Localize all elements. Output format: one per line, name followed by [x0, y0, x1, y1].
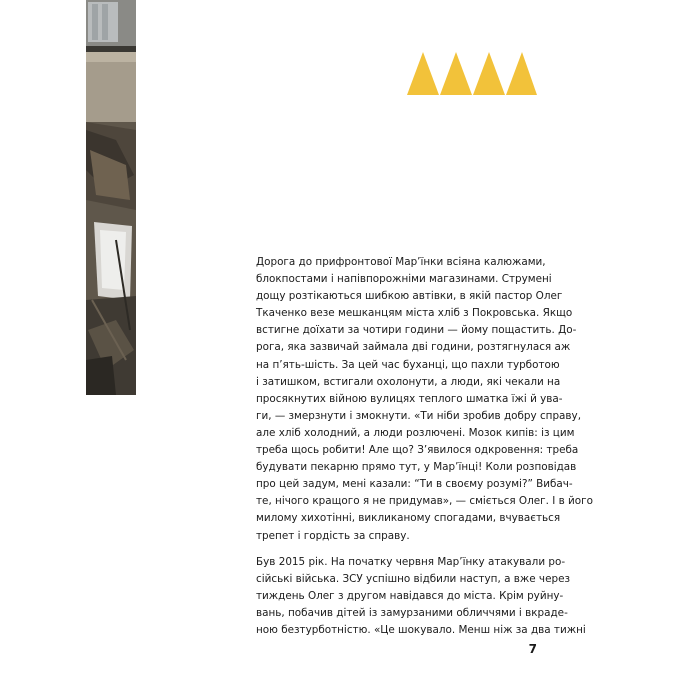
- text-line: Дорога до прифронтової Мар’їнки всіяна калюжами,: [256, 256, 546, 268]
- text-line: рога, яка зазвичай займала дві години, розтягнулася аж: [256, 341, 571, 354]
- text-line: про цей задум, мені казали: “Ти в своєму розумі?” Вибач-: [256, 478, 573, 491]
- text-line: але хліб холодний, а люди розлючені. Мозок кипів: із цим: [256, 426, 575, 439]
- text-line: сійські війська. ЗСУ успішно відбили наступ, а вже через: [256, 572, 570, 585]
- text-line: Ткаченко везе мешканцям міста хліб з Покровська. Якщо: [256, 307, 573, 320]
- triangle-icon: [473, 52, 505, 95]
- text-line: те, нічого кращого я не придумав», — сміється Олег. І в його: [256, 495, 593, 508]
- text-line: треба щось робити! Але що? З’явилося одкровення: треба: [256, 444, 579, 457]
- paragraph-1: [256, 254, 593, 545]
- paragraph-2: [256, 554, 586, 639]
- text-line: ги, — змерзнути і змокнути. «Ти ніби зробив добру справу,: [256, 409, 581, 422]
- triangle-icon: [407, 52, 439, 95]
- body-text: [256, 254, 593, 648]
- text-line: тиждень Олег з другом навідався до міста. Крім руйну-: [256, 589, 564, 602]
- text-line: трепет і гордість за справу.: [256, 529, 410, 542]
- war-ruins-photo: [86, 0, 136, 395]
- triangle-icon: [440, 52, 472, 95]
- text-line: вань, побачив дітей із замурзаними обличчями і вкраде-: [256, 606, 568, 619]
- text-line: будувати пекарню прямо тут, у Мар’їнці! Коли розповідав: [256, 461, 577, 474]
- decorative-triangles: [407, 52, 537, 96]
- text-line: Був 2015 рік. На початку червня Мар’їнку атакували ро-: [256, 555, 566, 568]
- text-line: встигне доїхати за чотири години — йому пощастить. До-: [256, 324, 577, 337]
- text-line: на п’ять-шість. За цей час буханці, що пахли турботою: [256, 358, 560, 371]
- page-number: 7: [528, 642, 537, 656]
- text-line: просякнутих війною вулицях теплого шматка їжі й ува-: [256, 392, 563, 405]
- text-line: милому хихотінні, викликаному спогадами, вчувається: [256, 512, 561, 525]
- text-line: і затишком, встигали охолонути, а люди, які чекали на: [256, 375, 561, 388]
- triangle-icon: [506, 52, 537, 95]
- text-line: блокпостами і напівпорожніми магазинами. Струмені: [256, 273, 552, 286]
- text-line: дощу розтікаються шибкою автівки, в якій пастор Олег: [256, 290, 563, 303]
- text-line: ною безтурботністю. «Це шокувало. Менш ніж за два тижні: [256, 623, 586, 636]
